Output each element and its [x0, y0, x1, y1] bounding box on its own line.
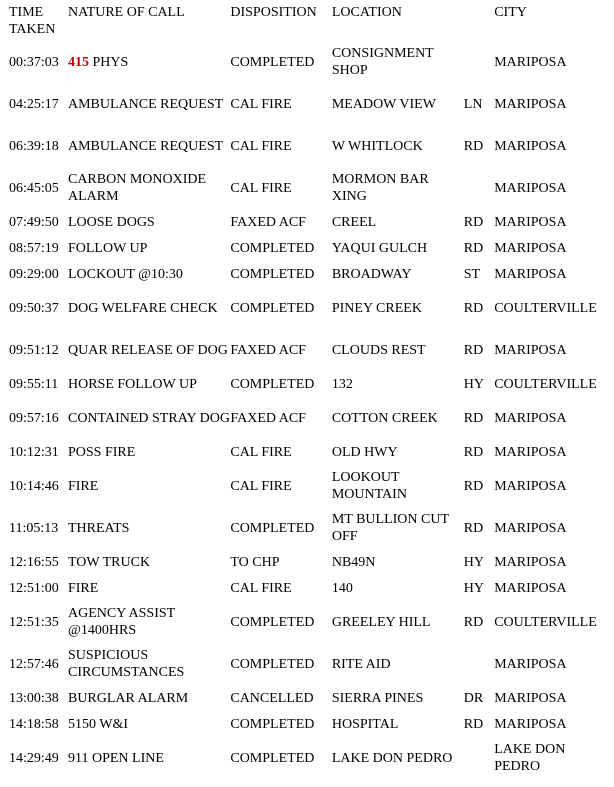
cell-disposition: COMPLETED [230, 376, 315, 392]
cell-nature-of-call [68, 465, 230, 507]
cell-time-taken: 10:12:31 [9, 444, 59, 460]
cell-time-taken: 14:18:58 [9, 716, 59, 732]
cell-street-suffix: HY [463, 376, 484, 392]
table-row [0, 685, 614, 711]
table-row [0, 167, 614, 209]
nature-text: CARBON MONOXIDE ALARM [67, 172, 207, 204]
cell-time-taken: 12:16:55 [9, 554, 59, 570]
nature-text: QUAR RELEASE OF DOG [67, 342, 228, 358]
nature-text: AMBULANCE REQUEST [67, 96, 224, 112]
call-log-table [0, 4, 614, 779]
cell-street-suffix: RD [463, 410, 484, 426]
cell-street-suffix: RD [463, 214, 484, 230]
cell-city: MARIPOSA [494, 554, 567, 570]
cell-location: MORMON BAR XING [331, 172, 429, 204]
cell-nature-of-call [68, 261, 230, 287]
table-row [0, 371, 614, 397]
cell-time-taken: 09:29:00 [9, 266, 59, 282]
cell-nature-of-call [68, 685, 230, 711]
cell-city: MARIPOSA [494, 240, 567, 256]
cell-street-suffix: DR [463, 690, 484, 706]
cell-nature-of-call [68, 643, 230, 685]
cell-street-suffix [464, 167, 494, 209]
cell-time-taken: 14:29:49 [9, 750, 59, 766]
cell-nature-of-call [68, 287, 230, 329]
cell-nature-of-call [68, 209, 230, 235]
cell-street-suffix: RD [463, 342, 484, 358]
cell-nature-of-call [68, 507, 230, 549]
cell-location: CLOUDS REST [331, 342, 426, 358]
cell-location: LOOKOUT MOUNTAIN [331, 470, 407, 502]
cell-street-suffix: HY [463, 554, 484, 570]
nature-text: THREATS [67, 520, 130, 536]
cell-disposition: CAL FIRE [230, 478, 292, 494]
cell-location: OLD HWY [331, 444, 398, 460]
cell-city: COULTERVILLE [494, 300, 597, 316]
cell-time-taken: 08:57:19 [9, 240, 59, 256]
table-row [0, 643, 614, 685]
cell-street-suffix: RD [463, 478, 484, 494]
nature-text: 911 OPEN LINE [67, 750, 164, 766]
cell-nature-of-call [68, 549, 230, 575]
cell-nature-of-call [68, 737, 230, 779]
cell-city: MARIPOSA [494, 478, 567, 494]
cell-city: MARIPOSA [494, 520, 567, 536]
table-row [0, 465, 614, 507]
cell-disposition: COMPLETED [230, 54, 315, 70]
cell-nature-of-call [68, 371, 230, 397]
cell-location: YAQUI GULCH [331, 240, 428, 256]
cell-disposition: CAL FIRE [230, 580, 292, 596]
cell-disposition: TO CHP [230, 554, 280, 570]
nature-text: FIRE [67, 580, 99, 596]
nature-text: SUSPICIOUS CIRCUMSTANCES [67, 648, 185, 680]
cell-location: 140 [331, 580, 353, 596]
header-time-taken: TIME TAKEN [9, 5, 56, 37]
cell-time-taken: 06:39:18 [9, 138, 59, 154]
nature-text: DOG WELFARE CHECK [67, 300, 218, 316]
cell-nature-of-call [68, 167, 230, 209]
nature-text: FIRE [67, 478, 99, 494]
cell-city: LAKE DON PEDRO [494, 742, 566, 774]
cell-location: MEADOW VIEW [331, 96, 436, 112]
cell-street-suffix [464, 643, 494, 685]
header-city: CITY [494, 5, 527, 20]
cell-time-taken: 12:57:46 [9, 656, 59, 672]
cell-street-suffix: RD [463, 520, 484, 536]
table-row [0, 41, 614, 83]
cell-nature-of-call [68, 711, 230, 737]
cell-disposition: FAXED ACF [230, 410, 306, 426]
nature-text: AMBULANCE REQUEST [67, 138, 224, 154]
call-code: 415 [67, 54, 89, 70]
cell-location: CREEL [331, 214, 377, 230]
cell-street-suffix: RD [463, 716, 484, 732]
header-row [0, 4, 614, 41]
cell-time-taken: 07:49:50 [9, 214, 59, 230]
cell-location: PINEY CREEK [331, 300, 422, 316]
cell-time-taken: 04:25:17 [9, 96, 59, 112]
cell-nature-of-call [68, 235, 230, 261]
nature-text: LOOSE DOGS [67, 214, 155, 230]
cell-location: CONSIGNMENT SHOP [331, 46, 434, 78]
nature-text: BURGLAR ALARM [67, 690, 189, 706]
cell-disposition: CANCELLED [230, 690, 314, 706]
cell-city: MARIPOSA [494, 180, 567, 196]
cell-city: MARIPOSA [494, 266, 567, 282]
cell-disposition: COMPLETED [230, 716, 315, 732]
cell-nature-of-call [68, 397, 230, 439]
table-row [0, 125, 614, 167]
cell-street-suffix [464, 41, 494, 83]
table-row [0, 439, 614, 465]
cell-time-taken: 11:05:13 [9, 520, 59, 536]
cell-time-taken: 13:00:38 [9, 690, 59, 706]
cell-street-suffix: RD [463, 240, 484, 256]
table-row [0, 549, 614, 575]
header-nature-of-call: NATURE OF CALL [67, 5, 185, 20]
cell-city: MARIPOSA [494, 138, 567, 154]
cell-disposition: COMPLETED [230, 614, 315, 630]
cell-time-taken: 12:51:00 [9, 580, 59, 596]
table-body [0, 41, 614, 779]
cell-city: MARIPOSA [494, 342, 567, 358]
cell-street-suffix: RD [463, 614, 484, 630]
cell-disposition: CAL FIRE [230, 180, 292, 196]
cell-disposition: FAXED ACF [230, 342, 306, 358]
cell-location: HOSPITAL [331, 716, 399, 732]
cell-city: MARIPOSA [494, 54, 567, 70]
nature-text: AGENCY ASSIST @1400HRS [67, 606, 175, 638]
cell-disposition: CAL FIRE [230, 138, 292, 154]
cell-nature-of-call [68, 439, 230, 465]
cell-street-suffix: HY [463, 580, 484, 596]
cell-nature-of-call [68, 83, 230, 125]
cell-city: MARIPOSA [494, 410, 567, 426]
table-row [0, 711, 614, 737]
cell-time-taken: 10:14:46 [9, 478, 59, 494]
cell-nature-of-call [68, 601, 230, 643]
header-disposition: DISPOSITION [230, 5, 317, 20]
cell-time-taken: 09:55:11 [9, 376, 59, 392]
cell-time-taken: 12:51:35 [9, 614, 59, 630]
nature-text: HORSE FOLLOW UP [67, 376, 197, 392]
cell-disposition: FAXED ACF [230, 214, 306, 230]
cell-street-suffix: ST [463, 266, 481, 282]
cell-location: NB49N [331, 554, 376, 570]
cell-disposition: COMPLETED [230, 300, 315, 316]
cell-nature-of-call [68, 41, 230, 83]
table-row [0, 397, 614, 439]
cell-street-suffix: RD [463, 444, 484, 460]
table-row [0, 287, 614, 329]
nature-text: LOCKOUT @10:30 [67, 266, 183, 282]
cell-location: MT BULLION CUT OFF [331, 512, 449, 544]
table-header [0, 4, 614, 41]
cell-nature-of-call [68, 125, 230, 167]
cell-location: GREELEY HILL [331, 614, 431, 630]
header-suffix [464, 4, 494, 41]
table-row [0, 601, 614, 643]
cell-nature-of-call [68, 329, 230, 371]
nature-text: FOLLOW UP [67, 240, 148, 256]
cell-time-taken: 00:37:03 [9, 54, 59, 70]
table-row [0, 261, 614, 287]
nature-text: 5150 W&I [67, 716, 128, 732]
cell-city: MARIPOSA [494, 96, 567, 112]
header-location: LOCATION [331, 5, 402, 20]
nature-text: PHYS [88, 54, 129, 70]
table-row [0, 235, 614, 261]
cell-disposition: COMPLETED [230, 750, 315, 766]
cell-location: RITE AID [331, 656, 391, 672]
nature-text: POSS FIRE [67, 444, 136, 460]
cell-disposition: CAL FIRE [230, 444, 292, 460]
cell-time-taken: 06:45:05 [9, 180, 59, 196]
cell-location: BROADWAY [331, 266, 412, 282]
cell-disposition: COMPLETED [230, 240, 315, 256]
cell-disposition: COMPLETED [230, 266, 315, 282]
cell-location: 132 [331, 376, 353, 392]
cell-location: W WHITLOCK [331, 138, 423, 154]
cell-city: COULTERVILLE [494, 376, 597, 392]
cell-nature-of-call [68, 575, 230, 601]
nature-text: TOW TRUCK [67, 554, 151, 570]
cell-location: LAKE DON PEDRO [331, 750, 453, 766]
nature-text: CONTAINED STRAY DOG [67, 410, 230, 426]
table-row [0, 575, 614, 601]
cell-location: SIERRA PINES [331, 690, 424, 706]
table-row [0, 329, 614, 371]
cell-street-suffix: RD [463, 138, 484, 154]
cell-location: COTTON CREEK [331, 410, 438, 426]
cell-disposition: CAL FIRE [230, 96, 292, 112]
cell-city: MARIPOSA [494, 690, 567, 706]
cell-time-taken: 09:50:37 [9, 300, 59, 316]
table-row [0, 83, 614, 125]
cell-street-suffix: RD [463, 300, 484, 316]
cell-time-taken: 09:57:16 [9, 410, 59, 426]
cell-street-suffix [464, 737, 494, 779]
cell-city: COULTERVILLE [494, 614, 597, 630]
cell-city: MARIPOSA [494, 214, 567, 230]
table-row [0, 209, 614, 235]
cell-street-suffix: LN [463, 96, 483, 112]
cell-city: MARIPOSA [494, 444, 567, 460]
cell-disposition: COMPLETED [230, 520, 315, 536]
table-row [0, 737, 614, 779]
cell-time-taken: 09:51:12 [9, 342, 59, 358]
cell-disposition: COMPLETED [230, 656, 315, 672]
table-row [0, 507, 614, 549]
cell-city: MARIPOSA [494, 656, 567, 672]
cell-city: MARIPOSA [494, 580, 567, 596]
cell-city: MARIPOSA [494, 716, 567, 732]
